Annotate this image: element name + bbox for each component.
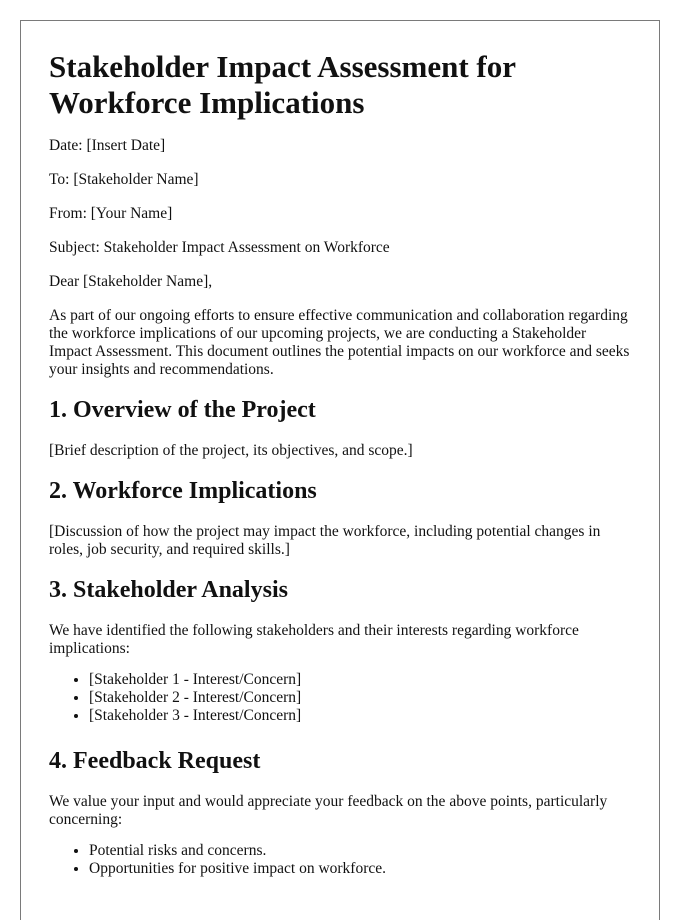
- section-text-stakeholder-analysis: We have identified the following stakeholders and their interests regarding workforce implications:: [49, 622, 579, 657]
- list-item: • Potential risks and concerns.: [89, 842, 631, 860]
- list-item: • [Stakeholder 2 - Interest/Concern]: [89, 689, 631, 707]
- feedback-list: [49, 842, 631, 878]
- section-text-overview: [Brief description of the project, its objectives, and scope.]: [49, 442, 413, 459]
- section-heading-overview: 1. Overview of the Project: [49, 397, 316, 423]
- intro-paragraph: As part of our ongoing efforts to ensure effective communication and collaboration regarding the workforce implications of our upcoming projects, we are conducting a Stakeholder Impact Assessment. This document outlines the potential impacts on our workforce and seeks your insights and recommendations.: [49, 307, 630, 378]
- section-heading-workforce-implications: 2. Workforce Implications: [49, 478, 317, 504]
- section-text-feedback-request: We value your input and would appreciate your feedback on the above points, particularly concerning:: [49, 793, 608, 828]
- section-heading-stakeholder-analysis: 3. Stakeholder Analysis: [49, 577, 288, 603]
- stakeholder-list: [49, 671, 631, 725]
- from-line: From: [Your Name]: [49, 205, 173, 222]
- section-text-workforce-implications: [Discussion of how the project may impact the workforce, including potential changes in roles, job security, and required skills.]: [49, 523, 601, 558]
- salutation: Dear [Stakeholder Name],: [49, 273, 213, 290]
- subject-line: Subject: Stakeholder Impact Assessment on Workforce: [49, 239, 390, 256]
- list-item: • [Stakeholder 1 - Interest/Concern]: [89, 671, 631, 689]
- date-line: Date: [Insert Date]: [49, 137, 166, 154]
- list-item: • [Stakeholder 3 - Interest/Concern]: [89, 707, 631, 725]
- document-title: Stakeholder Impact Assessment for Workforce Implications: [49, 49, 516, 120]
- document-page: [20, 20, 660, 920]
- list-item: • Opportunities for positive impact on workforce.: [89, 860, 631, 878]
- section-heading-feedback-request: 4. Feedback Request: [49, 748, 261, 774]
- to-line: To: [Stakeholder Name]: [49, 171, 199, 188]
